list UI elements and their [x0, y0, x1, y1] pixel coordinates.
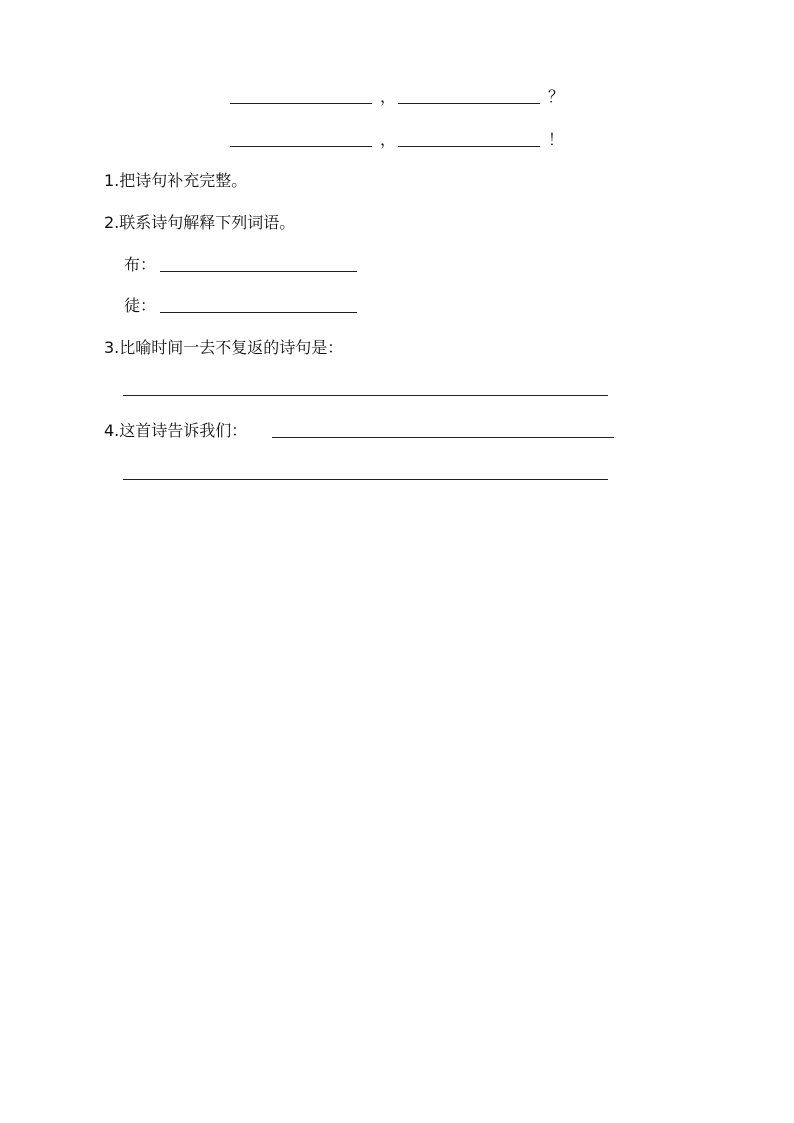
poem-blank-2a[interactable] [230, 146, 372, 147]
question-4-answer-line-1[interactable] [272, 437, 614, 438]
poem-blank-1b[interactable] [398, 103, 540, 104]
poem-blank-1a[interactable] [230, 103, 372, 104]
question-3-answer-line[interactable] [123, 395, 608, 396]
question-3: 3.比喻时间一去不复返的诗句是： [104, 338, 344, 357]
question-2: 2.联系诗句解释下列词语。 [104, 213, 296, 232]
question-mark: ？ [548, 87, 565, 106]
comma: ， [380, 130, 397, 149]
poem-blank-2b[interactable] [398, 146, 540, 147]
term-bu-answer-line[interactable] [160, 271, 357, 272]
exclamation-mark: ！ [548, 130, 565, 149]
question-4: 4.这首诗告诉我们： [104, 421, 248, 440]
term-tu-label: 徒： [124, 296, 157, 315]
comma: ， [380, 87, 397, 106]
term-bu-label: 布： [124, 255, 157, 274]
question-1: 1.把诗句补充完整。 [104, 171, 248, 190]
question-4-answer-line-2[interactable] [123, 479, 608, 480]
term-tu-answer-line[interactable] [160, 312, 357, 313]
